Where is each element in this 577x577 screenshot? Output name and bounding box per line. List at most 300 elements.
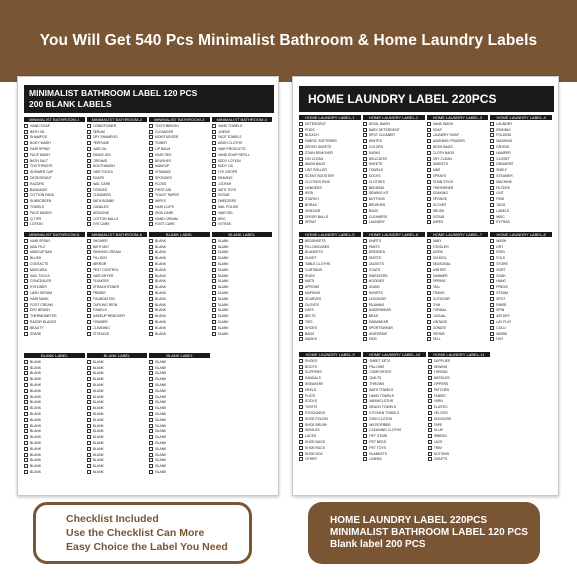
label-item-text: HAMPER — [496, 150, 511, 155]
label-item-text: BUTTONS — [368, 197, 385, 202]
label-item-text: BLANK — [30, 452, 42, 457]
checkbox-icon — [427, 239, 431, 243]
label-item-text: SORT — [496, 267, 506, 272]
checkbox-icon — [149, 320, 153, 324]
checkbox-icon — [490, 332, 494, 336]
checkbox-icon — [490, 303, 494, 307]
label-item-text: SPORTSWEAR — [368, 325, 393, 330]
checkbox-icon — [490, 174, 494, 178]
label-column-header: HOME LAUNDRY LABEL-10 — [363, 352, 425, 357]
label-item-text: SNEAKERS — [305, 382, 324, 387]
label-item-text: IRON — [305, 191, 314, 196]
label-item-text: LACE — [433, 440, 443, 445]
label-item-text: DRAWERS — [496, 162, 514, 167]
label-item-text: SWIMWEAR — [368, 320, 389, 325]
checkbox-icon — [427, 215, 431, 219]
label-item-text: CLOTHES — [368, 179, 385, 184]
checkbox-icon — [87, 188, 91, 192]
label-column-header: MINIMALIST BATHROOM-4 — [212, 117, 273, 122]
checkbox-icon — [363, 245, 367, 249]
label-group — [24, 232, 272, 337]
checkbox-icon — [87, 268, 91, 272]
label-item-text: BLANK — [30, 371, 42, 376]
label-list — [212, 237, 273, 337]
label-item-text: BLANK — [217, 291, 229, 296]
checkbox-icon — [427, 174, 431, 178]
checkbox-icon — [363, 320, 367, 324]
checkbox-icon — [363, 139, 367, 143]
label-item-text: SHIRTS — [368, 238, 382, 243]
label-item-text: BLANK — [217, 308, 229, 313]
checkbox-icon — [427, 262, 431, 266]
label-item-text: PILLOWS — [369, 364, 385, 369]
label-column-header: BLANK LABEL — [24, 353, 85, 358]
label-column — [363, 115, 425, 225]
checkbox-icon — [24, 285, 28, 289]
label-list — [363, 237, 425, 342]
checkbox-icon — [490, 168, 494, 172]
checkbox-icon — [87, 170, 91, 174]
checkbox-icon — [363, 239, 367, 243]
checkbox-icon — [87, 447, 91, 451]
label-item-text: CREAMS — [92, 158, 108, 163]
label-column — [428, 352, 490, 462]
label-item-text: WASHING — [496, 139, 513, 144]
label-item-text: BLANK — [30, 406, 42, 411]
checkbox-icon — [24, 418, 28, 422]
checkbox-icon — [428, 423, 432, 427]
label-item-text: HAND SOAP — [30, 123, 50, 128]
checkbox-icon — [490, 215, 494, 219]
checkbox-icon — [299, 203, 303, 207]
bathroom-sheet-title-line2: 200 BLANK LABELS — [29, 99, 112, 109]
label-item-text: SHEET SETS — [369, 358, 391, 363]
label-item-text: MASKS — [305, 337, 317, 342]
label-item-text: MEDICINE — [92, 210, 110, 215]
checkbox-icon — [490, 256, 494, 260]
bathroom-sheet-title — [24, 85, 274, 113]
checkbox-icon — [87, 182, 91, 186]
checkbox-icon — [363, 326, 367, 330]
checkbox-icon — [363, 197, 367, 201]
label-item-text: MAKEUP REMOVER — [92, 314, 125, 319]
label-item-text: SPRAYS — [432, 174, 447, 179]
checkbox-icon — [149, 239, 153, 243]
checkbox-icon — [24, 395, 28, 399]
label-item-text: RAZORS — [30, 181, 45, 186]
label-item-text: PATCHES — [433, 387, 450, 392]
checkbox-icon — [428, 457, 432, 461]
label-item-text: QUILTS — [369, 376, 382, 381]
checkbox-icon — [363, 405, 367, 409]
label-item-text: BLANK — [155, 470, 167, 475]
checkbox-icon — [212, 199, 216, 203]
label-list — [149, 122, 210, 227]
label-item-text: DRY BRUSH — [30, 308, 50, 313]
label-item — [149, 331, 210, 337]
label-item-text: BLANK — [92, 359, 104, 364]
checkbox-icon — [427, 145, 431, 149]
checkbox-icon — [363, 180, 367, 184]
checkbox-icon — [87, 205, 91, 209]
label-item-text: SOAK — [496, 273, 506, 278]
label-column — [87, 353, 148, 475]
label-list — [149, 358, 210, 475]
label-item-text: TOWELS — [30, 205, 45, 210]
checkbox-icon — [24, 182, 28, 186]
checkbox-icon — [212, 303, 216, 307]
label-item-text: EXTRAS — [496, 220, 510, 225]
label-item-text: DRY SHAMPOO — [92, 135, 118, 140]
label-item-text: COTTON BALLS — [92, 216, 119, 221]
label-column — [24, 117, 85, 227]
checkbox-icon — [87, 130, 91, 134]
label-item-text: MOISTURIZER — [155, 135, 179, 140]
checkbox-icon — [299, 417, 303, 421]
checkbox-icon — [363, 168, 367, 172]
label-item-text: FOUNDATION — [92, 296, 115, 301]
laundry-sheet-title: HOME LAUNDRY LABEL 220PCS — [299, 86, 554, 112]
label-item-text: BASKETS — [432, 162, 449, 167]
label-item-text: VINTAGE — [432, 320, 448, 325]
label-item-text: BLANK — [92, 429, 104, 434]
label-item-text: DARKS — [368, 150, 381, 155]
checkbox-icon — [428, 411, 432, 415]
label-item-text: BLANK — [92, 435, 104, 440]
checkbox-icon — [490, 314, 494, 318]
label-item-text: WORK — [432, 250, 444, 255]
checkbox-icon — [299, 452, 303, 456]
checkbox-icon — [24, 217, 28, 221]
label-item-text: FLATS — [305, 393, 316, 398]
label-item-text: STARCH — [305, 197, 319, 202]
label-item-text: PLUNGER — [92, 279, 109, 284]
label-item-text: DRY — [496, 244, 504, 249]
label-item-text: BLANK — [155, 417, 167, 422]
checkbox-icon — [24, 458, 28, 462]
checkbox-icon — [299, 145, 303, 149]
label-item-text: YARN — [433, 399, 443, 404]
label-item-text: HAIR TIES — [155, 152, 172, 157]
label-item — [363, 457, 425, 463]
label-item-text: BATH MAT — [92, 244, 110, 249]
label-item — [24, 469, 85, 475]
label-item — [427, 220, 489, 226]
checkbox-icon — [212, 164, 216, 168]
checkbox-icon — [149, 205, 153, 209]
label-item-text: THROWS — [369, 382, 385, 387]
checkbox-icon — [427, 128, 431, 132]
label-item-text: SCHOOL — [432, 256, 447, 261]
label-item-text: BLANK — [30, 377, 42, 382]
label-item-text: EYE CARE — [92, 222, 110, 227]
checkbox-icon — [427, 285, 431, 289]
checkbox-icon — [149, 141, 153, 145]
checkbox-icon — [149, 262, 153, 266]
checkbox-icon — [87, 389, 91, 393]
checkbox-icon — [212, 135, 216, 139]
label-item-text: BLANK — [30, 383, 42, 388]
checkbox-icon — [212, 153, 216, 157]
checkbox-icon — [87, 470, 91, 474]
checkbox-icon — [24, 188, 28, 192]
label-item-text: BLANK — [155, 238, 167, 243]
checkbox-icon — [299, 388, 303, 392]
checkbox-icon — [149, 297, 153, 301]
label-item-text: SPOT CLEANER — [368, 133, 395, 138]
label-list — [212, 122, 273, 227]
label-item-text: BLANK — [155, 429, 167, 434]
checkbox-icon — [299, 162, 303, 166]
label-item-text: BRUSH — [432, 208, 445, 213]
checkbox-icon — [149, 130, 153, 134]
label-item-text: UNIFORMS — [368, 331, 387, 336]
checkbox-icon — [149, 217, 153, 221]
checkbox-icon — [299, 268, 303, 272]
label-column-header: HOME LAUNDRY LABEL-11 — [428, 352, 490, 357]
checkbox-icon — [363, 359, 367, 363]
checkbox-icon — [24, 470, 28, 474]
checkbox-icon — [299, 423, 303, 427]
label-item-text: SCARVES — [305, 296, 322, 301]
label-item-text: HAIR CLIPS — [155, 205, 174, 210]
checkbox-icon — [363, 250, 367, 254]
checkbox-icon — [428, 394, 432, 398]
label-item-text: LINT — [496, 191, 504, 196]
checkbox-icon — [427, 209, 431, 213]
checkbox-icon — [363, 256, 367, 260]
label-group — [299, 352, 490, 462]
label-item-text: BLANK — [217, 273, 229, 278]
label-item-text: VITAMINS — [155, 170, 171, 175]
checkbox-icon — [363, 308, 367, 312]
label-item — [490, 220, 552, 226]
checkbox-icon — [299, 250, 303, 254]
label-column — [427, 115, 489, 225]
label-item-text: BELTS — [305, 314, 316, 319]
label-item-text: SPIN — [496, 308, 505, 313]
label-item-text: SPONGES — [155, 176, 172, 181]
checkbox-icon — [427, 157, 431, 161]
checkbox-icon — [299, 359, 303, 363]
checkbox-icon — [427, 180, 431, 184]
label-item-text: CLEANING — [92, 325, 110, 330]
checkbox-icon — [149, 371, 153, 375]
checkbox-icon — [212, 268, 216, 272]
label-item-text: STAIN STICK — [432, 179, 454, 184]
quantity-line-3: Blank label 200 PCS — [330, 539, 426, 550]
label-item — [24, 331, 85, 337]
checkbox-icon — [490, 274, 494, 278]
label-list — [24, 358, 85, 475]
checkbox-icon — [87, 360, 91, 364]
label-item-text: BLANK — [155, 406, 167, 411]
checkbox-icon — [490, 139, 494, 143]
label-item-text: LOTION — [30, 222, 43, 227]
checkbox-icon — [490, 203, 494, 207]
label-column-header: HOME LAUNDRY LABEL-9 — [299, 352, 361, 357]
label-item-text: JEANS — [368, 285, 380, 290]
label-item-text: CLEANERS — [92, 193, 111, 198]
label-item-text: BLANKETS — [305, 250, 323, 255]
checkbox-icon — [87, 441, 91, 445]
label-item-text: STORAGE — [92, 331, 110, 336]
checkbox-icon — [87, 250, 91, 254]
checkbox-icon — [299, 180, 303, 184]
label-item-text: SKIN CARE — [155, 210, 174, 215]
checkbox-icon — [490, 245, 494, 249]
label-item-text: BATH OIL — [30, 129, 46, 134]
label-item-text: COATS — [368, 267, 381, 272]
checkbox-icon — [299, 215, 303, 219]
checkbox-icon — [87, 297, 91, 301]
label-item-text: BLANK — [92, 412, 104, 417]
label-item-text: WARM — [496, 331, 507, 336]
label-item-text: BAGS — [305, 331, 315, 336]
label-column-header: HOME LAUNDRY LABEL-5 — [299, 232, 361, 237]
label-item-text: BLANK — [92, 371, 104, 376]
label-item-text: SOAP — [432, 127, 442, 132]
label-item-text: SPRING — [432, 279, 446, 284]
label-item-text: BANDAIDS — [30, 187, 48, 192]
label-item-text: RINSE — [496, 302, 507, 307]
label-column — [427, 232, 489, 342]
label-item-text: BLANK — [30, 423, 42, 428]
label-item-text: BLANK — [155, 452, 167, 457]
checkbox-icon — [24, 130, 28, 134]
label-item-text: HAIR PRODUCTS — [217, 147, 246, 152]
label-item-text: HOT — [496, 337, 504, 342]
checkbox-icon — [24, 441, 28, 445]
checkbox-icon — [490, 279, 494, 283]
checkbox-icon — [299, 174, 303, 178]
label-item-text: BLANK — [155, 446, 167, 451]
label-item-text: SPRAY — [305, 220, 317, 225]
label-item-text: DISH CLOTHS — [369, 416, 393, 421]
label-item-text: HANGERS — [305, 185, 322, 190]
bathroom-sheet-title-line1: MINIMALIST BATHROOM LABEL 120 PCS — [29, 88, 198, 98]
label-item-text: SCRUB — [217, 193, 230, 198]
label-column — [87, 117, 148, 227]
checkbox-icon — [87, 159, 91, 163]
label-column — [24, 232, 85, 337]
checkbox-icon — [87, 239, 91, 243]
label-item-text: BLANK — [155, 464, 167, 469]
checkbox-icon — [24, 239, 28, 243]
checkbox-icon — [149, 308, 153, 312]
label-item-text: SHOES — [305, 358, 317, 363]
checkbox-icon — [363, 209, 367, 213]
label-item-text: BLANK — [155, 412, 167, 417]
label-item-text: BLANK — [30, 441, 42, 446]
label-item — [490, 337, 552, 343]
checkbox-icon — [299, 245, 303, 249]
label-item-text: BEAUTY — [30, 325, 44, 330]
label-item-text: BLANK — [92, 406, 104, 411]
label-item-text: VELCRO — [433, 411, 448, 416]
checkbox-icon — [428, 376, 432, 380]
label-item-text: BLANK — [155, 394, 167, 399]
label-column — [149, 353, 210, 475]
label-item-text: MOUTHWASH — [92, 164, 115, 169]
label-item-text: TIES — [305, 320, 313, 325]
checkbox-icon — [87, 314, 91, 318]
checkbox-icon — [363, 370, 367, 374]
label-item-text: SEWING KIT — [368, 191, 389, 196]
label-list — [490, 120, 552, 225]
label-item-text: SHAVE GEL — [92, 152, 112, 157]
checkbox-icon — [87, 418, 91, 422]
label-item-text: MATS — [305, 279, 315, 284]
checkbox-icon — [149, 360, 153, 364]
label-column — [149, 232, 210, 337]
label-item-text: MICROFIBER — [369, 422, 391, 427]
checkbox-icon — [87, 308, 91, 312]
checkbox-icon — [363, 157, 367, 161]
checkbox-icon — [299, 365, 303, 369]
label-item-text: EYE DROPS — [217, 170, 238, 175]
label-column-header: BLANK LABEL — [149, 353, 210, 358]
checkbox-icon — [427, 168, 431, 172]
checkbox-icon — [87, 326, 91, 330]
checkbox-icon — [212, 193, 216, 197]
label-list — [149, 237, 210, 337]
label-item-text: MASCARA — [30, 267, 47, 272]
checkbox-icon — [212, 291, 216, 295]
checkbox-icon — [24, 447, 28, 451]
label-item-text: NAIL TOOLS — [30, 273, 50, 278]
label-item-text: SHOE RACK — [305, 445, 325, 450]
checkbox-icon — [299, 151, 303, 155]
checkbox-icon — [428, 365, 432, 369]
label-item-text: SCENT BOOSTER — [305, 174, 334, 179]
label-list — [363, 120, 425, 225]
label-item — [363, 220, 425, 226]
label-item-text: BLANK — [155, 308, 167, 313]
checkbox-icon — [299, 326, 303, 330]
label-item-text: BRUSHES — [155, 158, 172, 163]
bathroom-label-sheet — [17, 76, 279, 496]
label-item-text: WOOL WASH — [368, 121, 390, 126]
label-item-text: PAJAMAS — [368, 302, 385, 307]
label-item-text: FOOT CREAM — [30, 302, 53, 307]
checkbox-icon — [149, 464, 153, 468]
label-item-text: STEAMER — [496, 174, 513, 179]
label-item-text: REPAIR — [432, 331, 445, 336]
checkbox-icon — [299, 399, 303, 403]
label-item-text: BLANK — [217, 331, 229, 336]
label-item-text: NAIL CARE — [92, 181, 111, 186]
checkbox-icon — [149, 193, 153, 197]
checkbox-icon — [299, 308, 303, 312]
checkbox-icon — [149, 412, 153, 416]
checkbox-icon — [87, 291, 91, 295]
checkbox-icon — [363, 203, 367, 207]
label-item-text: STRAIGHTENER — [92, 285, 120, 290]
label-item — [212, 331, 273, 337]
checkbox-icon — [427, 308, 431, 312]
label-list — [87, 237, 148, 337]
checkbox-icon — [363, 279, 367, 283]
label-item-text: SERUM — [92, 129, 105, 134]
checkbox-icon — [363, 174, 367, 178]
label-item-text: CURTAINS — [305, 267, 323, 272]
label-item — [87, 331, 148, 337]
label-item-text: SHELF — [496, 168, 508, 173]
label-item-text: RUGS — [305, 273, 315, 278]
label-item-text: WASH CLOTHS — [217, 141, 243, 146]
label-item-text: NAIL FILE — [30, 244, 46, 249]
